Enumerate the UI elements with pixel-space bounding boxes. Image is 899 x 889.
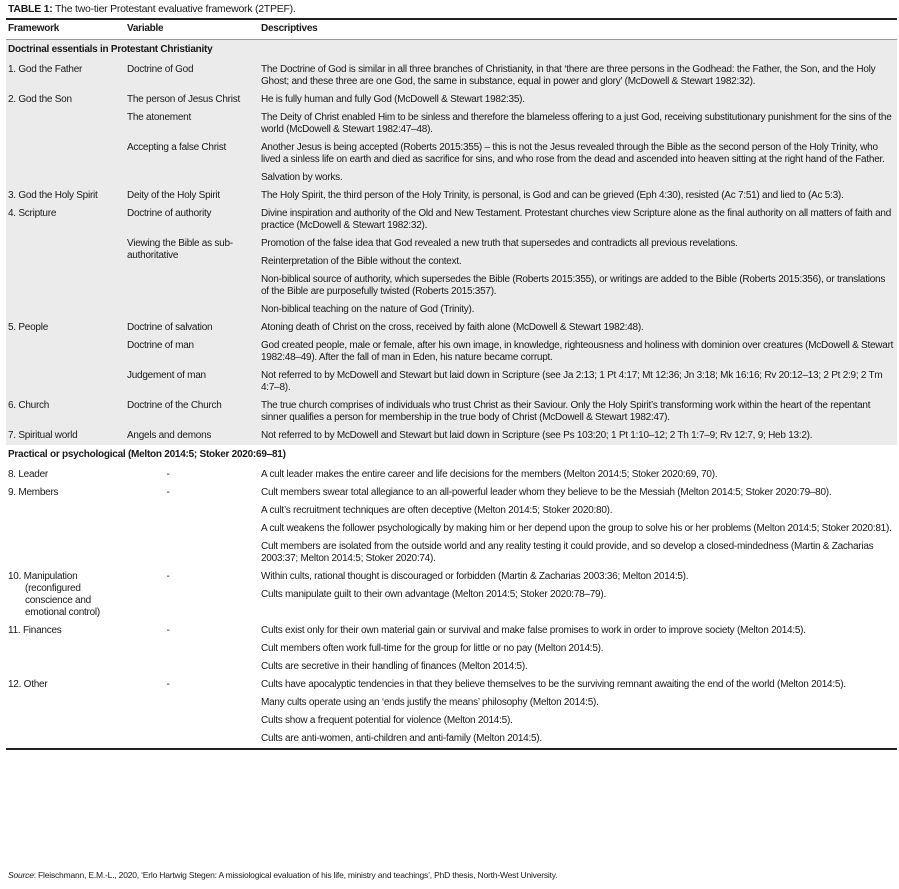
descriptive-paragraph: The Deity of Christ enabled Him to be sinless and therefore the blameless offering to a just God, receiving substitutionary punishment for the sins of the world (McDowell & Stewart 1982:47–48). — [261, 112, 892, 135]
descriptive-paragraph: Another Jesus is being accepted (Roberts 2015:355) – this is not the Jesus revealed through the Bible as the second person of the Holy Trinity, who lived a sinless life on earth and died as sacrifice for sins, and who rose from the dead and ascended into heaven sitting at the right hand of the Father. — [261, 142, 885, 165]
variable-cell: The person of Jesus Christ — [127, 94, 240, 105]
section-title-row — [6, 445, 897, 466]
variable-cell: The atonement — [127, 112, 192, 123]
descriptive-paragraph: Non-biblical teaching on the nature of God (Trinity). — [261, 304, 475, 315]
framework-cell — [6, 61, 125, 91]
framework-cell — [6, 427, 125, 445]
variable-cell: Doctrine of salvation — [127, 322, 213, 333]
table-row — [6, 367, 897, 397]
descriptive-paragraph: Not referred to by McDowell and Stewart but laid down in Scripture (see Ps 103:20; 1 Pt 1:10–12; 2 Th 1:7–9; Rv 12:7, 9; Heb 13:2). — [261, 430, 813, 441]
descriptive-paragraph: Cults exist only for their own material gain or survival and make false promises to work in order to improve society (Melton 2014:5). — [261, 625, 806, 636]
variable-cell: - — [166, 469, 170, 480]
descriptive-paragraph: Cults manipulate guilt to their own advantage (Melton 2014:5; Stoker 2020:78–79). — [261, 589, 606, 600]
descriptive-paragraph: He is fully human and fully God (McDowell & Stewart 1982:35). — [261, 94, 525, 105]
table-row — [6, 319, 897, 337]
descriptive-paragraph: Atoning death of Christ on the cross, received by faith alone (McDowell & Stewart 1982:48). — [261, 322, 644, 333]
header-row — [6, 19, 897, 40]
descriptives-cell — [259, 622, 897, 676]
descriptives-cell — [259, 187, 897, 205]
descriptive-paragraph: Reinterpretation of the Bible without the context. — [261, 256, 462, 267]
caption-label: TABLE 1: — [8, 3, 53, 15]
descriptives-cell — [259, 568, 897, 622]
descriptive-paragraph: The true church comprises of individuals who trust Christ as their Saviour. Only the Holy Spirit’s transforming work within the heart of the repentant sinner qualifies a person for membership in the true body of Christ (McDowell & Stewart 1982:47). — [261, 400, 871, 423]
evaluative-framework-table — [6, 18, 897, 750]
table-row — [6, 397, 897, 427]
descriptives-cell — [259, 676, 897, 749]
descriptives-cell — [259, 466, 897, 484]
descriptives-cell — [259, 139, 897, 187]
descriptives-cell — [259, 319, 897, 337]
variable-cell: - — [166, 625, 170, 636]
header-descriptives: Descriptives — [259, 19, 897, 40]
source-note — [8, 870, 557, 880]
variable-cell: Judgement of man — [127, 370, 206, 381]
descriptive-paragraph: Cults are anti-women, anti-children and anti-family (Melton 2014:5). — [261, 733, 542, 744]
table-row — [6, 109, 897, 139]
descriptive-paragraph: Within cults, rational thought is discouraged or forbidden (Martin & Zacharias 2003:36; Melton 2014:5). — [261, 571, 689, 582]
table-row — [6, 205, 897, 235]
framework-label: 3. God the Holy Spirit — [8, 190, 98, 201]
framework-label: 7. Spiritual world — [8, 430, 78, 441]
table-row — [6, 568, 897, 622]
framework-cell — [6, 484, 125, 568]
framework-label: 10. Manipulation (reconfigured conscience and emotional control) — [8, 571, 100, 618]
descriptive-paragraph: Many cults operate using an ‘ends justify the means’ philosophy (Melton 2014:5). — [261, 697, 599, 708]
descriptive-paragraph: A cult weakens the follower psychologically by making him or her depend upon the group to solve his or her problems (Melton 2014:5; Stoker 2020:81). — [261, 523, 892, 534]
descriptive-paragraph: Cult members swear total allegiance to an all-powerful leader whom they believe to be the Messiah (Melton 2014:5; Stoker 2020:79–80). — [261, 487, 832, 498]
variable-cell: Doctrine of the Church — [127, 400, 222, 411]
descriptive-paragraph: Divine inspiration and authority of the Old and New Testament. Protestant churches view Scripture alone as the final authority on all matters of faith and practice (McDowell & Stewart 1982:32). — [261, 208, 892, 231]
framework-cell — [6, 205, 125, 235]
framework-label: 6. Church — [8, 400, 50, 411]
framework-label: 4. Scripture — [8, 208, 57, 219]
framework-cell — [6, 91, 125, 109]
table-row — [6, 622, 897, 676]
descriptive-paragraph: God created people, male or female, after his own image, in knowledge, righteousness and holiness with dominion over creatures (McDowell & Stewart 1982:48–49). After the fall of man in Eden, his nature became corrupt. — [261, 340, 894, 363]
framework-cell — [6, 367, 125, 397]
framework-cell — [6, 622, 125, 676]
descriptives-cell — [259, 337, 897, 367]
descriptives-cell — [259, 397, 897, 427]
descriptive-paragraph: Promotion of the false idea that God revealed a new truth that supersedes and contradicts all previous revelations. — [261, 238, 738, 249]
section-1 — [6, 40, 897, 446]
framework-label: 2. God the Son — [8, 94, 72, 105]
variable-cell: - — [166, 679, 170, 690]
variable-cell: Deity of the Holy Spirit — [127, 190, 220, 201]
framework-cell — [6, 466, 125, 484]
table-row — [6, 187, 897, 205]
table-row — [6, 61, 897, 91]
table-row — [6, 676, 897, 749]
table-caption — [8, 3, 296, 15]
framework-cell — [6, 235, 125, 319]
section-title: Practical or psychological (Melton 2014:5; Stoker 2020:69–81) — [8, 449, 286, 460]
descriptive-paragraph: Salvation by works. — [261, 172, 343, 183]
table-row — [6, 235, 897, 319]
descriptive-paragraph: A cult leader makes the entire career and life decisions for the members (Melton 2014:5; Stoker 2020:69, 70). — [261, 469, 718, 480]
descriptives-cell — [259, 91, 897, 109]
framework-label: 9. Members — [8, 487, 59, 498]
variable-cell: Angels and demons — [127, 430, 212, 441]
framework-cell — [6, 187, 125, 205]
variable-cell: Accepting a false Christ — [127, 142, 227, 153]
framework-cell — [6, 109, 125, 139]
variable-cell: - — [166, 487, 170, 498]
descriptive-paragraph: Cults are secretive in their handling of finances (Melton 2014:5). — [261, 661, 528, 672]
descriptive-paragraph: Cult members are isolated from the outside world and any reality testing it could provide, and so develop a closed-mindedness (Martin & Zacharias 2003:37; Melton 2014:5; Stoker 2020:74). — [261, 541, 874, 564]
descriptive-paragraph: Cults have apocalyptic tendencies in that they believe themselves to be the surviving remnant awaiting the end of the world (Melton 2014:5). — [261, 679, 846, 690]
table-row — [6, 484, 897, 568]
framework-cell — [6, 337, 125, 367]
framework-cell — [6, 397, 125, 427]
variable-cell: - — [166, 571, 170, 582]
framework-label: 1. God the Father — [8, 64, 83, 75]
descriptives-cell — [259, 205, 897, 235]
table-row — [6, 91, 897, 109]
descriptives-cell — [259, 235, 897, 319]
variable-cell: Doctrine of man — [127, 340, 194, 351]
table-row — [6, 337, 897, 367]
section-2 — [6, 445, 897, 749]
descriptives-cell — [259, 484, 897, 568]
descriptives-cell — [259, 427, 897, 445]
header-framework: Framework — [6, 19, 125, 40]
framework-label: 11. Finances — [8, 625, 62, 636]
framework-cell — [6, 319, 125, 337]
descriptive-paragraph: The Doctrine of God is similar in all three branches of Christianity, in that ‘there are three persons in the Godhead: the Father, the Son, and the Holy Ghost; and these three are one God, the same in substance, equal in power and glory’ (McDowell & Stewart 1982:32). — [261, 64, 876, 87]
variable-cell: Viewing the Bible as sub-authoritative — [127, 238, 233, 261]
descriptive-paragraph: Cult members often work full-time for the group for little or no pay (Melton 2014:5). — [261, 643, 604, 654]
framework-cell — [6, 139, 125, 187]
descriptives-cell — [259, 367, 897, 397]
descriptives-cell — [259, 109, 897, 139]
framework-label: 8. Leader — [8, 469, 49, 480]
framework-label: 12. Other — [8, 679, 48, 690]
header-variable: Variable — [125, 19, 259, 40]
descriptive-paragraph: A cult’s recruitment techniques are often deceptive (Melton 2014:5; Stoker 2020:80). — [261, 505, 613, 516]
descriptive-paragraph: Not referred to by McDowell and Stewart but laid down in Scripture (see Ja 2:13; 1 Pt 4:17; Mt 12:36; Jn 3:18; Mk 16:16; Rv 20:12–13; 2 Pt 2:9; 2 Tm 4:7–8). — [261, 370, 883, 393]
framework-label: 5. People — [8, 322, 49, 333]
source-text: : Fleischmann, E.M.-L., 2020, ‘Erlo Hartwig Stegen: A missiological evaluation of his life, ministry and teachings’, PhD thesis, North-West University. — [33, 870, 558, 880]
section-title: Doctrinal essentials in Protestant Christianity — [8, 44, 213, 55]
source-label: Source — [8, 870, 34, 880]
table-row — [6, 466, 897, 484]
descriptive-paragraph: Non-biblical source of authority, which supersedes the Bible (Roberts 2015:355), or writings are added to the Bible (Roberts 2015:356), or translations of the Bible are purposefully twisted (Roberts 2015:357). — [261, 274, 886, 297]
descriptive-paragraph: The Holy Spirit, the third person of the Holy Trinity, is personal, is God and can be grieved (Eph 4:30), resisted (Ac 7:51) and lied to (Ac 5:3). — [261, 190, 844, 201]
table-row — [6, 139, 897, 187]
descriptive-paragraph: Cults show a frequent potential for violence (Melton 2014:5). — [261, 715, 513, 726]
framework-cell — [6, 676, 125, 749]
variable-cell: Doctrine of God — [127, 64, 194, 75]
framework-cell — [6, 568, 125, 622]
table-row — [6, 427, 897, 445]
variable-cell: Doctrine of authority — [127, 208, 212, 219]
section-title-row — [6, 40, 897, 62]
descriptives-cell — [259, 61, 897, 91]
caption-title: The two-tier Protestant evaluative framework (2TPEF). — [54, 3, 296, 15]
